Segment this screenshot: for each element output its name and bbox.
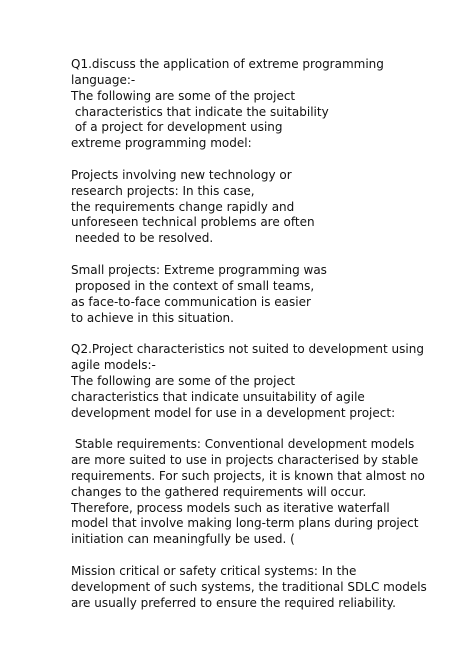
text-line: Small projects: Extreme programming was (71, 262, 327, 277)
paragraph (71, 263, 471, 326)
heading-line: Q2.Project characteristics not suited to development using (71, 342, 424, 357)
text-line: of a project for development using (71, 120, 283, 135)
text-line: are more suited to use in projects characterised by stable (71, 453, 419, 468)
text-line: The following are some of the project (71, 373, 296, 388)
text-line: extreme programming model: (71, 136, 252, 151)
paragraph (71, 374, 471, 422)
paragraph-spacer (71, 152, 471, 168)
text-line: characteristics that indicate unsuitability of agile (71, 389, 365, 404)
text-line: to achieve in this situation. (71, 310, 234, 325)
text-line: characteristics that indicate the suitability (71, 104, 329, 119)
text-line: development of such systems, the traditional SDLC models (71, 579, 427, 594)
heading-line: agile models:- (71, 358, 156, 373)
text-line: research projects: In this case, (71, 183, 255, 198)
text-line: Stable requirements: Conventional development models (71, 437, 415, 452)
heading-line: language:- (71, 72, 136, 87)
text-line: requirements. For such projects, it is known that almost no (71, 468, 425, 483)
section-heading (71, 57, 471, 89)
heading-line: Q1.discuss the application of extreme programming (71, 57, 384, 71)
section-heading (71, 342, 471, 374)
paragraph (71, 564, 471, 612)
section-spacer (71, 326, 471, 342)
text-line: as face-to-face communication is easier (71, 294, 311, 309)
document-body (71, 57, 471, 612)
paragraph (71, 168, 471, 247)
text-line: model that involve making long-term plans during project (71, 516, 419, 531)
text-line: changes to the gathered requirements will occur. (71, 484, 367, 499)
text-line: proposed in the context of small teams, (71, 278, 315, 293)
section-q1 (71, 57, 471, 326)
text-line: The following are some of the project (71, 88, 296, 103)
text-line: the requirements change rapidly and (71, 199, 295, 214)
text-line: Therefore, process models such as iterative waterfall (71, 500, 390, 515)
text-line: needed to be resolved. (71, 231, 214, 246)
text-line: Projects involving new technology or (71, 167, 292, 182)
paragraph-spacer (71, 548, 471, 564)
paragraph-spacer (71, 421, 471, 437)
paragraph-spacer (71, 247, 471, 263)
paragraph (71, 437, 471, 548)
text-line: initiation can meaningfully be used. ( (71, 532, 295, 547)
text-line: are usually preferred to ensure the required reliability. (71, 595, 396, 610)
text-line: Mission critical or safety critical systems: In the (71, 564, 357, 578)
text-line: development model for use in a development project: (71, 405, 396, 420)
section-q2 (71, 342, 471, 611)
paragraph (71, 89, 471, 152)
text-line: unforeseen technical problems are often (71, 215, 315, 230)
